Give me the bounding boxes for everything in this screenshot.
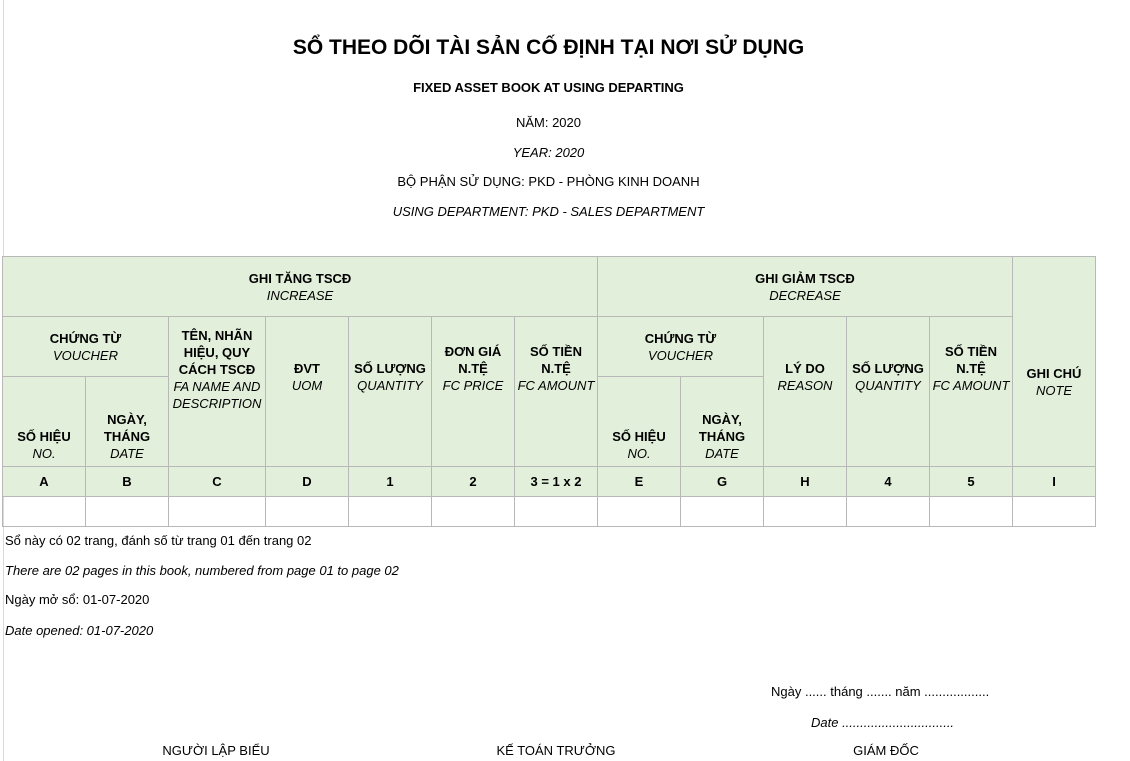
note-label: GHI CHÚ xyxy=(1026,365,1082,381)
uom-label-en: UOM xyxy=(291,378,323,393)
fa-name-label: TÊN, NHÃN HIỆU, QUY CÁCH TSCĐ xyxy=(178,328,256,377)
voucher-label: CHỨNG TỪ xyxy=(644,330,717,346)
column-code: 1 xyxy=(349,467,432,497)
decrease-voucher-date-header xyxy=(681,377,764,467)
pages-note-en: There are 02 pages in this book, numbered from page 01 to page 02 xyxy=(5,563,399,578)
opened-date-vi: Ngày mở sổ: 01-07-2020 xyxy=(5,592,150,607)
decrease-quantity-header xyxy=(847,317,930,467)
column-code: B xyxy=(86,467,169,497)
column-code: G xyxy=(681,467,764,497)
voucher-date-label: NGÀY, THÁNG xyxy=(698,412,746,444)
table-cell[interactable] xyxy=(432,497,515,527)
page-title: SỔ THEO DÕI TÀI SẢN CỐ ĐỊNH TẠI NƠI SỬ DỤNG xyxy=(292,36,805,59)
fa-name-header xyxy=(169,317,266,467)
table-cell[interactable] xyxy=(86,497,169,527)
column-code: 5 xyxy=(930,467,1013,497)
table-cell[interactable] xyxy=(169,497,266,527)
page-subtitle: FIXED ASSET BOOK AT USING DEPARTING xyxy=(413,80,684,95)
signer-director: GIÁM ĐỐC xyxy=(853,743,919,758)
uom-label: ĐVT xyxy=(294,361,320,376)
voucher-date-label: NGÀY, THÁNG xyxy=(103,412,151,444)
column-code: I xyxy=(1013,467,1096,497)
table-cell[interactable] xyxy=(847,497,930,527)
reason-label-en: REASON xyxy=(777,378,833,393)
column-code: A xyxy=(3,467,86,497)
voucher-no-label-en: NO. xyxy=(627,446,651,461)
quantity-label-en: QUANTITY xyxy=(357,378,423,393)
reason-label: LÝ DO xyxy=(785,361,825,376)
quantity-label-en: QUANTITY xyxy=(855,378,921,393)
pages-note-vi: Sổ này có 02 trang, đánh số từ trang 01 đến trang 02 xyxy=(5,533,312,548)
decrease-label: GHI GIẢM TSCĐ xyxy=(755,270,855,286)
fc-amount-label: SỐ TIỀN N.TỆ xyxy=(944,344,997,376)
fc-price-label-en: FC PRICE xyxy=(442,378,504,393)
fc-amount-label-en: FC AMOUNT xyxy=(932,378,1010,393)
column-code: H xyxy=(764,467,847,497)
increase-label-en: INCREASE xyxy=(266,287,334,303)
department-vi: BỘ PHẬN SỬ DỤNG: PKD - PHÒNG KINH DOANH xyxy=(397,174,700,189)
fc-price-header xyxy=(432,317,515,467)
voucher-no-label-en: NO. xyxy=(32,446,56,461)
table-cell[interactable] xyxy=(3,497,86,527)
column-code: 2 xyxy=(432,467,515,497)
opened-date-en: Date opened: 01-07-2020 xyxy=(5,623,154,638)
fixed-asset-table xyxy=(2,256,1096,527)
fc-amount-label: SỐ TIỀN N.TỆ xyxy=(529,344,582,376)
fc-price-label: ĐƠN GIÁ N.TỆ xyxy=(444,344,502,376)
reason-header xyxy=(764,317,847,467)
voucher-label-en: VOUCHER xyxy=(647,347,713,363)
department-en: USING DEPARTMENT: PKD - SALES DEPARTMENT xyxy=(392,204,705,219)
voucher-label-en: VOUCHER xyxy=(52,347,118,363)
fc-amount-label-en: FC AMOUNT xyxy=(517,378,595,393)
increase-label: GHI TĂNG TSCĐ xyxy=(248,270,352,286)
column-code: D xyxy=(266,467,349,497)
table-cell[interactable] xyxy=(681,497,764,527)
voucher-no-label: SỐ HIỆU xyxy=(17,429,71,444)
table-cell[interactable] xyxy=(515,497,598,527)
note-header xyxy=(1013,257,1096,467)
signer-chief-accountant: KẾ TOÁN TRƯỞNG xyxy=(496,743,616,758)
decrease-label-en: DECREASE xyxy=(769,287,841,303)
voucher-date-label-en: DATE xyxy=(110,446,144,461)
voucher-label: CHỨNG TỪ xyxy=(49,330,122,346)
year-vi: NĂM: 2020 xyxy=(515,115,582,130)
increase-voucher-header xyxy=(3,317,169,377)
quantity-label: SỐ LƯỢNG xyxy=(852,361,924,376)
signature-date-en: Date ............................... xyxy=(811,715,955,730)
decrease-voucher-no-header xyxy=(598,377,681,467)
voucher-no-label: SỐ HIỆU xyxy=(612,429,666,444)
column-code: 4 xyxy=(847,467,930,497)
note-label-en: NOTE xyxy=(1035,382,1073,398)
column-code: 3 = 1 x 2 xyxy=(515,467,598,497)
table-cell[interactable] xyxy=(598,497,681,527)
decrease-header xyxy=(598,257,1013,317)
table-cell[interactable] xyxy=(930,497,1013,527)
table-cell[interactable] xyxy=(266,497,349,527)
signer-preparer: NGƯỜI LẬP BIỂU xyxy=(162,743,270,758)
year-en: YEAR: 2020 xyxy=(512,145,585,160)
quantity-header xyxy=(349,317,432,467)
quantity-label: SỐ LƯỢNG xyxy=(354,361,426,376)
table-row xyxy=(3,497,1096,527)
increase-voucher-date-header xyxy=(86,377,169,467)
column-code: C xyxy=(169,467,266,497)
decrease-voucher-header xyxy=(598,317,764,377)
table-cell[interactable] xyxy=(764,497,847,527)
signature-date-vi: Ngày ...... tháng ....... năm .................. xyxy=(771,684,990,699)
decrease-fc-amount-header xyxy=(930,317,1013,467)
fc-amount-header xyxy=(515,317,598,467)
fa-name-label-en: FA NAME AND DESCRIPTION xyxy=(172,379,262,411)
table-cell[interactable] xyxy=(349,497,432,527)
increase-voucher-no-header xyxy=(3,377,86,467)
uom-header xyxy=(266,317,349,467)
voucher-date-label-en: DATE xyxy=(705,446,739,461)
increase-header xyxy=(3,257,598,317)
table-cell[interactable] xyxy=(1013,497,1096,527)
column-code: E xyxy=(598,467,681,497)
